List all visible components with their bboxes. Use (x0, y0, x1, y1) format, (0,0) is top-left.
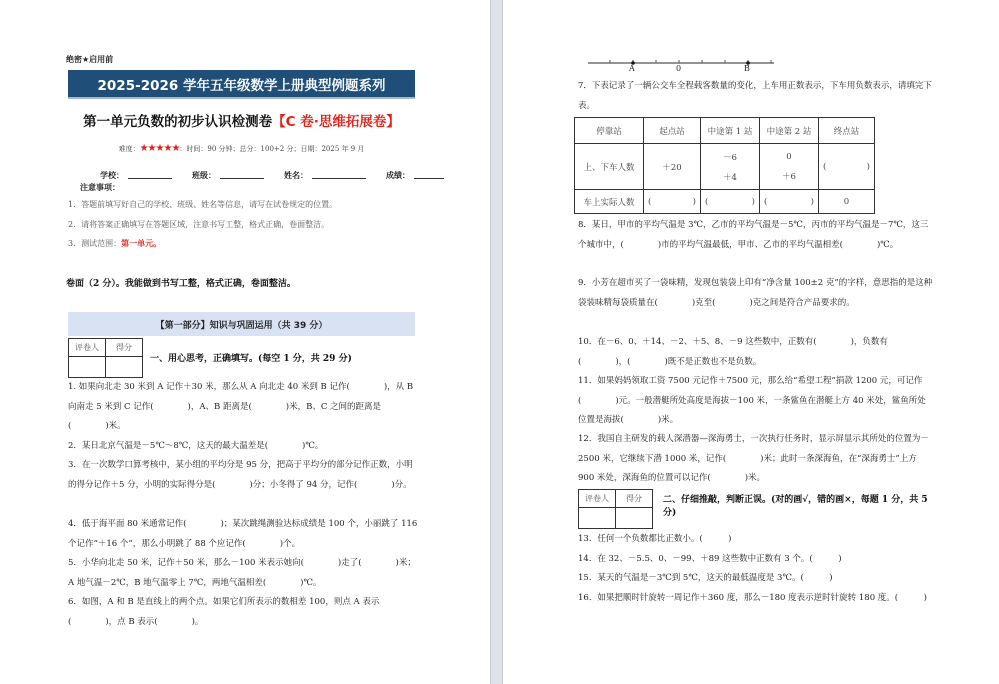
section1-title: 一、用心思考，正确填写。(每空 1 分，共 29 分) (150, 354, 352, 364)
table-cell (701, 144, 760, 190)
table-header: 终点站 (819, 118, 875, 144)
answer-blank-cell[interactable] (701, 190, 760, 214)
cell-line: 0 (786, 151, 792, 162)
section2-title: 二、仔细推敲，判断正误。(对的画√，错的画×，每题 1 分，共 5 分) (663, 495, 928, 518)
answer-blank-cell[interactable] (644, 190, 701, 214)
table-header: 停靠站 (575, 118, 644, 144)
star-rating-icon: ★★★★★ (139, 143, 180, 154)
paren: ) (751, 196, 755, 207)
judgement-15: 15．某天的气温是－3℃到 5℃，这天的最低温度是 3℃。( ) (578, 573, 833, 583)
secret-label: 绝密★启用前 (66, 55, 114, 64)
paren: ( (823, 161, 827, 172)
question-8: 8．某日，甲市的平均气温是 3℃，乙市的平均气温是－5℃，丙市的平均气温是－7℃，这三个城市中，( )市的平均气温最低，甲市、乙市的平均气温相差( )℃。 (578, 220, 929, 250)
banner-title: 2025-2026 学年五年级数学上册典型例题系列 (97, 77, 386, 94)
bus-passenger-table (574, 117, 875, 214)
notice-item: 1．答题前填写好自己的学校、班级、姓名等信息，请写在试卷规定的位置。 (68, 200, 338, 209)
table-header: 中途第 2 站 (760, 118, 819, 144)
table-cell: ＋20 (644, 144, 701, 190)
question-12: 12．我国自主研发的载人深潜器—深海勇士，一次执行任务时，显示屏显示其所处的位置为－2500 米，它继续下潜 1000 米，记作( )米；此时一条深海鱼，在“深海勇士”上方 900 米处，深海鱼的位置可以记作( )米。 (578, 434, 929, 483)
page-gap (490, 0, 503, 684)
answer-blank-cell[interactable] (819, 144, 875, 190)
question-1: 1. 如果向北走 30 米到 A 记作＋30 米，那么从 A 向北走 40 米到 B 记作( )，从 B 向南走 5 米到 C 记作( )，A、B 距离是( )米，B、C 之间的距离是( )米。 (68, 382, 414, 431)
grader-header: 评卷人 (69, 339, 106, 357)
question-4: 4．低于海平面 80 米通常记作( )；某次跳绳测验达标成绩是 100 个，小丽跳了 116 个记作“＋16 个”，那么小明跳了 88 个应记作( )个。 (68, 519, 418, 549)
meta-details: ：时间：90 分钟；总分：100+2 分；日期：2025 年 9 月 (179, 145, 365, 153)
judgement-13: 13．任何一个负数都比正数小。( ) (578, 534, 732, 544)
field-class-label: 班级： (192, 170, 216, 180)
score-cell (616, 508, 653, 529)
paren: ( (705, 196, 709, 207)
series-banner (68, 70, 415, 99)
document-page-left (0, 0, 490, 684)
field-score-blank (414, 170, 444, 179)
paren: ( (764, 196, 768, 207)
answer-blank-cell[interactable] (760, 190, 819, 214)
question-2: 2．某日北京气温是－5℃～8℃，这天的最大温差是( )℃。 (68, 441, 324, 451)
question-6: 6．如图，A 和 B 是直线上的两个点。如果它们所表示的数相差 100，则点 A 表示( )，点 B 表示( )。 (68, 597, 380, 627)
neatness-note: 卷面（2 分）。我能做到书写工整，格式正确，卷面整洁。 (66, 279, 296, 289)
score-header: 得分 (106, 339, 143, 357)
number-line-label-zero: 0 (676, 64, 682, 73)
exam-meta (68, 143, 415, 154)
notice-scope-value: 第一单元。 (121, 238, 162, 248)
question-3: 3．在一次数学口算考核中，某小组的平均分是 95 分，把高于平均分的部分记作正数，小明的得分记作＋5 分，小明的实际得分是( )分；小冬得了 94 分，记作( )分。 (68, 460, 413, 490)
student-info-fields (100, 170, 444, 181)
field-school-blank (128, 170, 172, 179)
field-score-label: 成绩： (386, 170, 410, 180)
paren: ( (648, 196, 652, 207)
score-cell (106, 357, 143, 378)
grader-cell (69, 357, 106, 378)
grader-box (68, 338, 143, 378)
number-line-label-b: B (744, 64, 750, 73)
judgement-16: 16．如果把顺时针旋转一周记作＋360 度，那么－180 度表示逆时针旋转 180 度。( ) (578, 593, 927, 603)
notice-heading: 注意事项： (80, 182, 120, 192)
field-class-blank (220, 170, 264, 179)
cell-line: －6 (723, 152, 737, 163)
question-10: 10．在－6、0、＋14、－2、＋5、8、－9 这些数中，正数有( )，负数有( )，( )既不是正数也不是负数。 (578, 337, 888, 367)
question-5: 5．小华向北走 50 米，记作＋50 米，那么－100 米表示她向( )走了( )米；A 地气温－2℃，B 地气温零上 7℃，两地气温相差( )℃。 (68, 558, 416, 588)
table-cell: 0 (819, 190, 875, 214)
notice-item: 2．请将答案正确填写在答题区域，注意书写工整，格式正确，卷面整洁。 (68, 220, 330, 229)
table-header: 中途第 1 站 (701, 118, 760, 144)
paren: ) (692, 196, 696, 207)
question-7: 7．下表记录了一辆公交车全程载客数量的变化，上车用正数表示，下车用负数表示，请填完下表。 (578, 81, 932, 111)
row-label: 上、下车人数 (575, 144, 644, 190)
field-name-label: 姓名： (284, 170, 308, 180)
cell-line: ＋6 (782, 171, 796, 182)
grader-cell (579, 508, 616, 529)
number-line-figure (586, 55, 776, 77)
difficulty-label: 难度： (118, 145, 140, 153)
question-9: 9．小芳在超市买了一袋味精，发现包装袋上印有“净含量 100±2 克”的字样，意思指的是这种袋装味精每袋质量在( )克至( )克之间是符合产品要求的。 (578, 278, 933, 308)
cell-line: ＋4 (723, 172, 737, 183)
part1-title-bar (68, 312, 415, 336)
notice-scope-prefix: 3．测试范围： (68, 239, 122, 248)
grader-header: 评卷人 (579, 490, 616, 508)
field-name-blank (312, 170, 366, 179)
number-line-label-a: A (629, 64, 635, 73)
grader-box (578, 489, 653, 529)
notice-item (68, 238, 161, 249)
paren: ) (810, 196, 814, 207)
row-label: 车上实际人数 (575, 190, 644, 214)
unit-title-tag: 【C 卷·思维拓展卷】 (272, 114, 400, 130)
document-page-right (503, 0, 999, 684)
paren: ) (866, 161, 870, 172)
score-header: 得分 (616, 490, 653, 508)
unit-title-main: 第一单元负数的初步认识检测卷 (83, 114, 273, 130)
table-cell (760, 144, 819, 190)
table-header: 起点站 (644, 118, 701, 144)
unit-title (68, 110, 415, 130)
judgement-14: 14．在 32、－5.5、0、－99、＋89 这些数中正数有 3 个。( ) (578, 554, 842, 564)
question-11: 11．如果妈妈领取工资 7500 元记作＋7500 元，那么给“希望工程”捐款 1200 元，可记作( )元。一般潜艇所处高度是海拔－100 米，一条鲨鱼在潜艇上方 40 米处，鲨鱼所处位置是海拔( )米。 (578, 376, 926, 425)
field-school-label: 学校： (100, 170, 124, 180)
part1-title: 【第一部分】知识与巩固运用（共 39 分） (155, 320, 328, 331)
